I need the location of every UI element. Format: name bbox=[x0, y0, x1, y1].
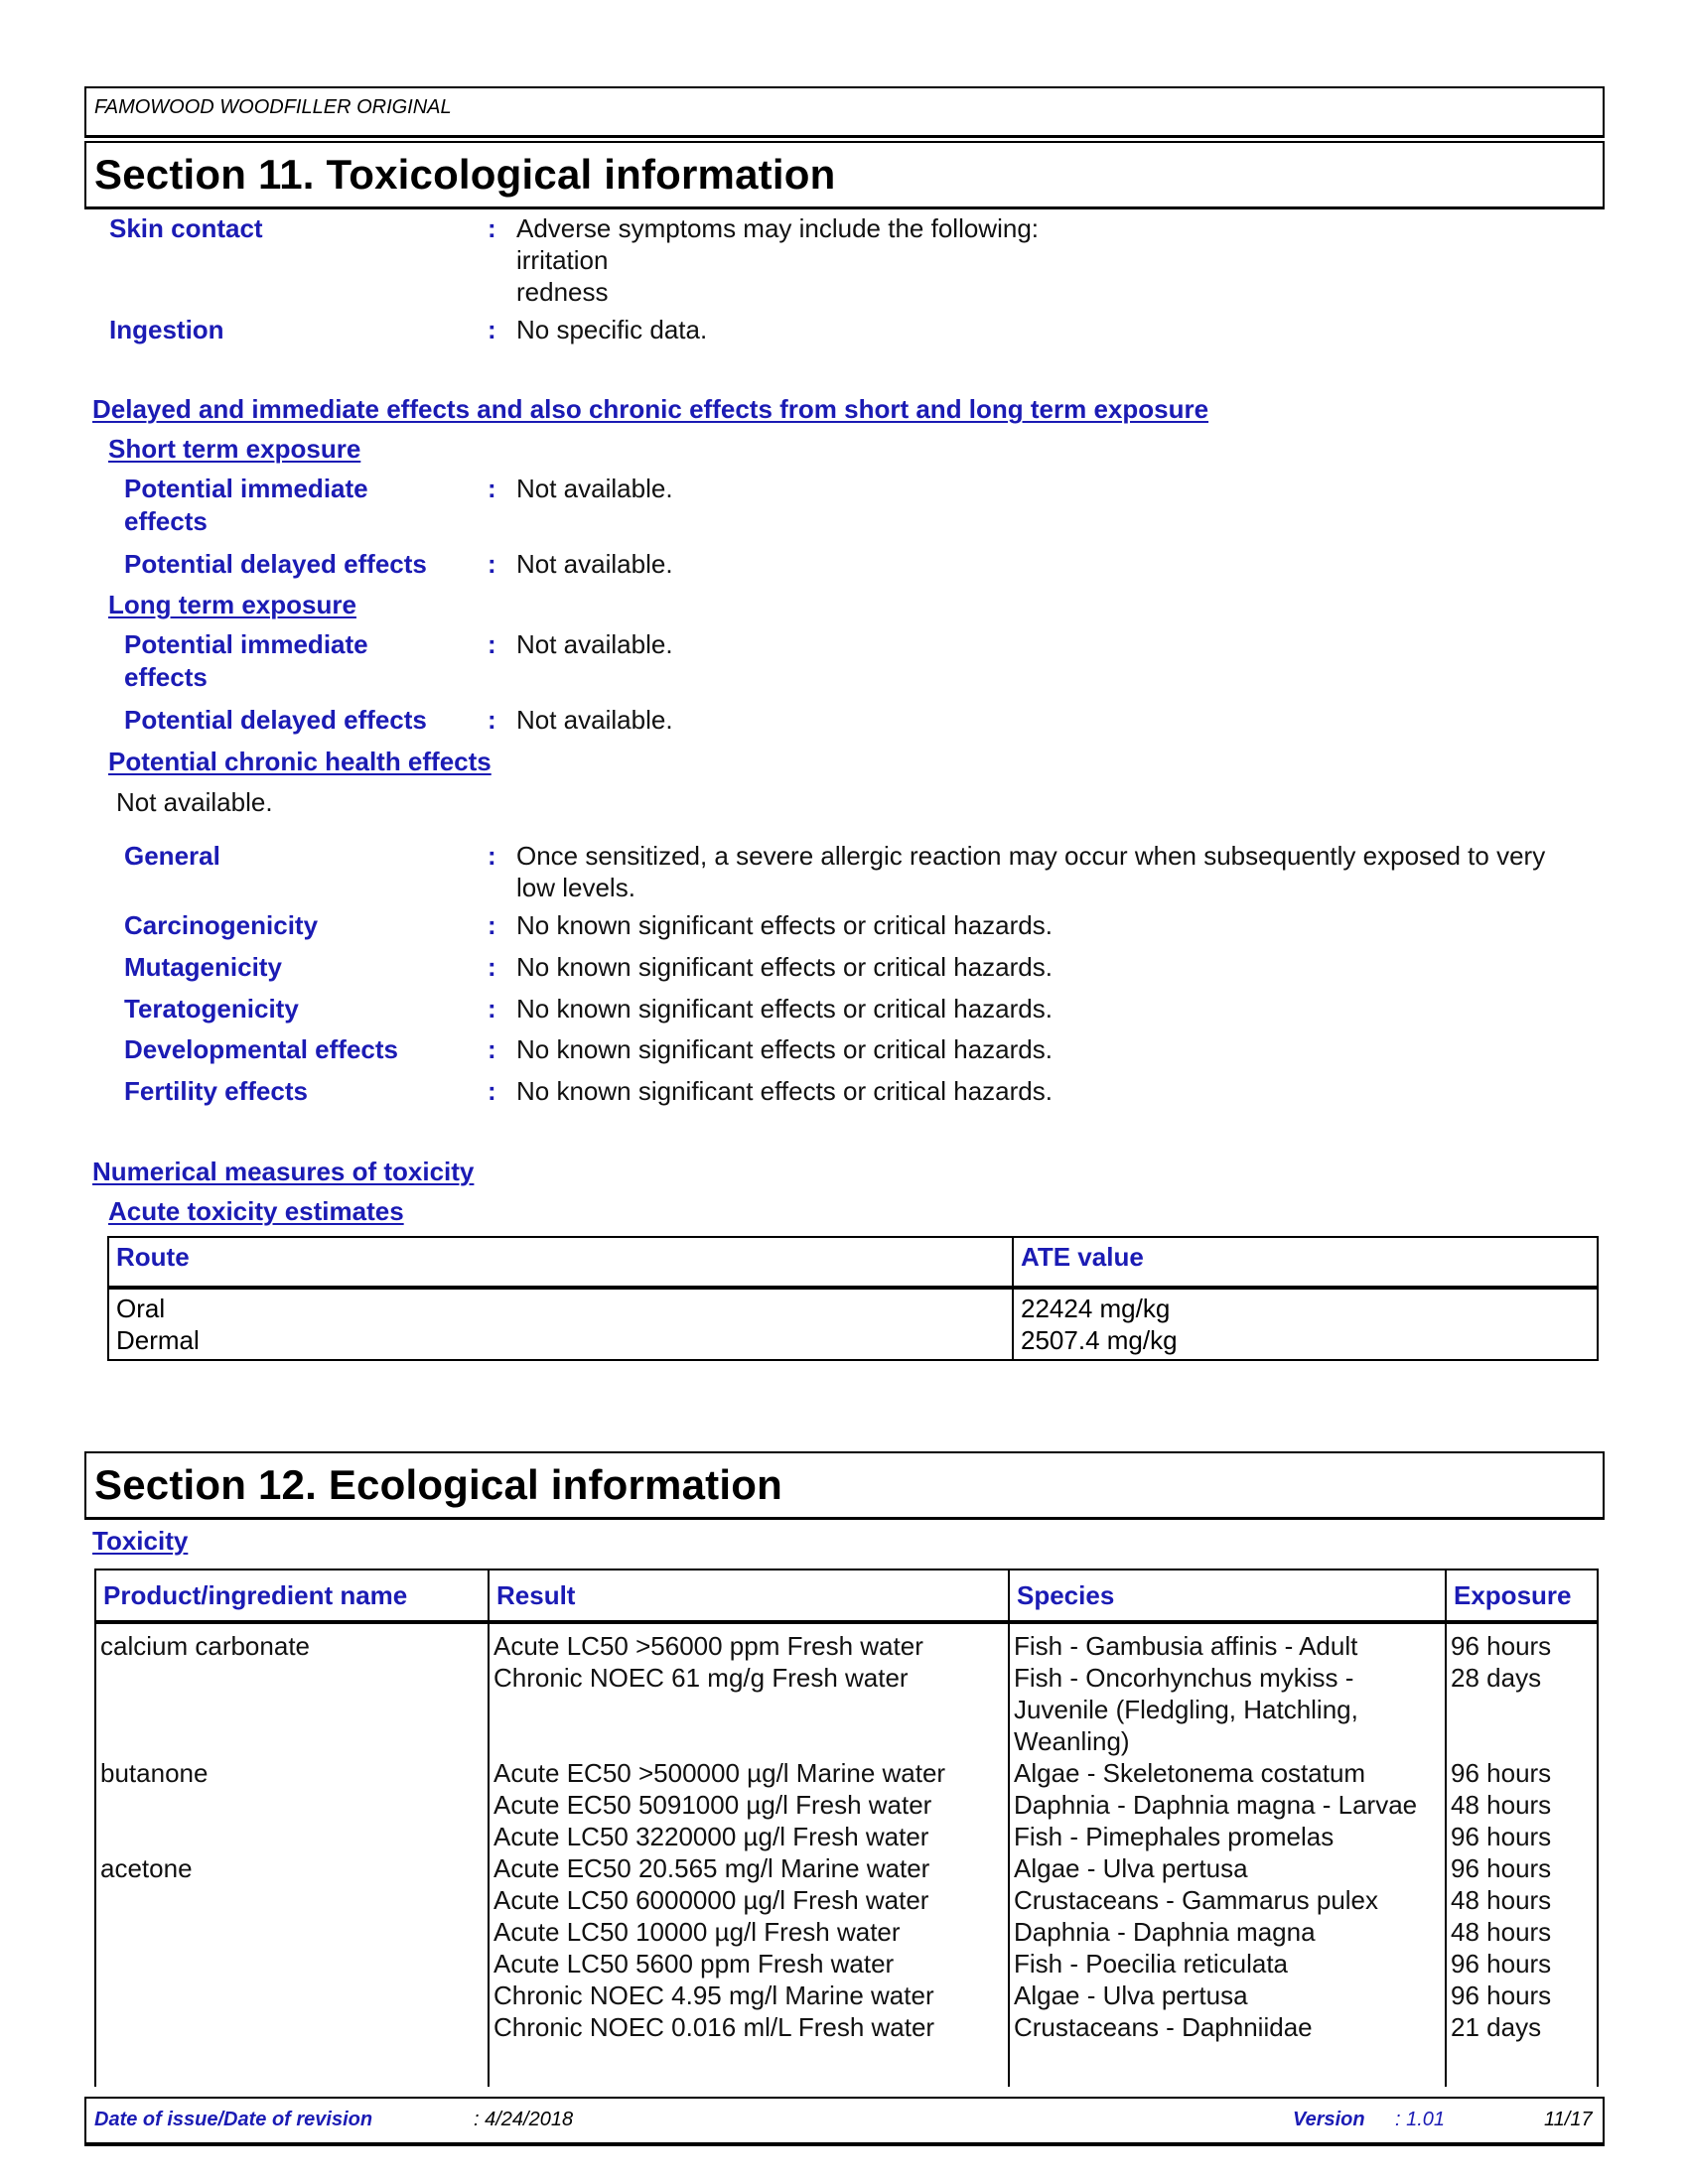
long-term-immediate-label: Potential immediate effects bbox=[124, 629, 368, 692]
mutagenicity-value: No known significant effects or critical hazards. bbox=[516, 952, 1053, 982]
skin-contact-line: Adverse symptoms may include the following: bbox=[516, 213, 1040, 243]
section-11-title-box bbox=[84, 141, 1605, 209]
result: Acute EC50 20.565 mg/l Marine water bbox=[489, 1852, 1009, 1884]
exposure: 48 hours bbox=[1446, 1916, 1598, 1948]
ate-routes bbox=[108, 1288, 1013, 1360]
exposure: 48 hours bbox=[1446, 1884, 1598, 1916]
colon: : bbox=[488, 1076, 496, 1106]
table-row bbox=[108, 1288, 1598, 1360]
result: Acute LC50 5600 ppm Fresh water bbox=[489, 1948, 1009, 1979]
table-row bbox=[95, 2011, 1598, 2087]
general-label: General bbox=[124, 841, 220, 871]
table-row bbox=[95, 1852, 1598, 1884]
ingestion-label: Ingestion bbox=[109, 315, 224, 344]
ingredient-name bbox=[95, 1884, 489, 1916]
document-header bbox=[84, 86, 1605, 138]
skin-contact-value bbox=[516, 212, 1039, 308]
eco-header-species: Species bbox=[1009, 1570, 1446, 1622]
section-12-title-box bbox=[84, 1451, 1605, 1520]
exposure: 96 hours bbox=[1446, 1852, 1598, 1884]
result: Chronic NOEC 61 mg/g Fresh water bbox=[489, 1662, 1009, 1757]
ecotoxicity-table bbox=[94, 1569, 1599, 2087]
ate-header-route: Route bbox=[108, 1237, 1013, 1288]
result: Chronic NOEC 4.95 mg/l Marine water bbox=[489, 1979, 1009, 2011]
exposure: 48 hours bbox=[1446, 1789, 1598, 1821]
skin-contact-line: irritation bbox=[516, 245, 609, 275]
ingestion-value: No specific data. bbox=[516, 315, 708, 344]
species: Algae - Skeletonema costatum bbox=[1009, 1757, 1446, 1789]
species: Daphnia - Daphnia magna - Larvae bbox=[1009, 1789, 1446, 1821]
long-term-delayed-value: Not available. bbox=[516, 705, 673, 735]
ate-value: 22424 mg/kg bbox=[1021, 1294, 1171, 1323]
eco-header-name: Product/ingredient name bbox=[95, 1570, 489, 1622]
result: Acute LC50 6000000 µg/l Fresh water bbox=[489, 1884, 1009, 1916]
section-11-title: Section 11. Toxicological information bbox=[94, 151, 836, 198]
result: Acute LC50 10000 µg/l Fresh water bbox=[489, 1916, 1009, 1948]
fertility-effects-label: Fertility effects bbox=[124, 1076, 308, 1106]
table-row bbox=[95, 1757, 1598, 1789]
eco-header-exposure: Exposure bbox=[1446, 1570, 1598, 1622]
species: Daphnia - Daphnia magna bbox=[1009, 1916, 1446, 1948]
ingredient-name bbox=[95, 1979, 489, 2011]
table-row bbox=[95, 1789, 1598, 1821]
exposure: 28 days bbox=[1446, 1662, 1598, 1757]
version-label: Version bbox=[1293, 2109, 1365, 2130]
ate-route: Dermal bbox=[116, 1325, 200, 1355]
ingredient-name: acetone bbox=[95, 1852, 489, 1884]
result: Acute LC50 >56000 ppm Fresh water bbox=[489, 1622, 1009, 1662]
exposure: 96 hours bbox=[1446, 1948, 1598, 1979]
table-row bbox=[95, 1916, 1598, 1948]
colon: : bbox=[488, 474, 496, 503]
colon: : bbox=[488, 994, 496, 1024]
ingredient-name bbox=[95, 1821, 489, 1852]
table-row bbox=[95, 1821, 1598, 1852]
colon: : bbox=[488, 841, 496, 871]
acute-toxicity-estimates-heading: Acute toxicity estimates bbox=[108, 1196, 404, 1226]
colon: : bbox=[488, 213, 496, 243]
ate-header-value: ATE value bbox=[1013, 1237, 1598, 1288]
date-label: Date of issue/Date of revision bbox=[94, 2109, 373, 2130]
ate-table bbox=[107, 1236, 1599, 1361]
long-term-heading: Long term exposure bbox=[108, 590, 356, 619]
carcinogenicity-value: No known significant effects or critical hazards. bbox=[516, 910, 1053, 940]
product-name: FAMOWOOD WOODFILLER ORIGINAL bbox=[94, 96, 452, 118]
colon: : bbox=[488, 315, 496, 344]
ingredient-name bbox=[95, 1789, 489, 1821]
developmental-effects-label: Developmental effects bbox=[124, 1034, 398, 1064]
result: Chronic NOEC 0.016 ml/L Fresh water bbox=[489, 2011, 1009, 2087]
table-row bbox=[95, 1948, 1598, 1979]
short-term-delayed-label: Potential delayed effects bbox=[124, 549, 427, 579]
delayed-effects-heading: Delayed and immediate effects and also chronic effects from short and long term exposure bbox=[92, 394, 1209, 424]
ingredient-name bbox=[95, 1916, 489, 1948]
long-term-immediate-value: Not available. bbox=[516, 629, 673, 659]
ate-value: 2507.4 mg/kg bbox=[1021, 1325, 1178, 1355]
ingredient-name bbox=[95, 2011, 489, 2087]
short-term-delayed-value: Not available. bbox=[516, 549, 673, 579]
toxicity-heading: Toxicity bbox=[92, 1526, 189, 1556]
eco-header-result: Result bbox=[489, 1570, 1009, 1622]
carcinogenicity-label: Carcinogenicity bbox=[124, 910, 319, 940]
mutagenicity-label: Mutagenicity bbox=[124, 952, 282, 982]
chronic-effects-heading: Potential chronic health effects bbox=[108, 747, 492, 776]
result: Acute LC50 3220000 µg/l Fresh water bbox=[489, 1821, 1009, 1852]
table-row bbox=[95, 1979, 1598, 2011]
colon: : bbox=[488, 910, 496, 940]
document-footer bbox=[84, 2097, 1605, 2146]
short-term-immediate-label: Potential immediate effects bbox=[124, 474, 368, 536]
species: Algae - Ulva pertusa bbox=[1009, 1979, 1446, 2011]
result: Acute EC50 5091000 µg/l Fresh water bbox=[489, 1789, 1009, 1821]
table-row bbox=[95, 1884, 1598, 1916]
date-value: : 4/24/2018 bbox=[474, 2109, 574, 2130]
colon: : bbox=[488, 705, 496, 735]
numerical-measures-heading: Numerical measures of toxicity bbox=[92, 1157, 475, 1186]
colon: : bbox=[488, 952, 496, 982]
exposure: 96 hours bbox=[1446, 1622, 1598, 1662]
exposure: 96 hours bbox=[1446, 1757, 1598, 1789]
species: Fish - Gambusia affinis - Adult bbox=[1009, 1622, 1446, 1662]
ate-values bbox=[1013, 1288, 1598, 1360]
page-number: 11/17 bbox=[1544, 2109, 1593, 2130]
version-value: : 1.01 bbox=[1395, 2109, 1446, 2130]
chronic-effects-value: Not available. bbox=[116, 787, 273, 817]
species: Crustaceans - Daphniidae bbox=[1009, 2011, 1446, 2087]
colon: : bbox=[488, 549, 496, 579]
fertility-effects-value: No known significant effects or critical hazards. bbox=[516, 1076, 1053, 1106]
ingredient-name bbox=[95, 1948, 489, 1979]
skin-contact-label: Skin contact bbox=[109, 213, 263, 243]
ate-route: Oral bbox=[116, 1294, 166, 1323]
colon: : bbox=[488, 629, 496, 659]
exposure: 21 days bbox=[1446, 2011, 1598, 2087]
exposure: 96 hours bbox=[1446, 1979, 1598, 2011]
ingredient-name: butanone bbox=[95, 1757, 489, 1789]
teratogenicity-label: Teratogenicity bbox=[124, 994, 299, 1024]
ingredient-name: calcium carbonate bbox=[95, 1622, 489, 1662]
short-term-heading: Short term exposure bbox=[108, 434, 361, 464]
long-term-delayed-label: Potential delayed effects bbox=[124, 705, 427, 735]
table-row bbox=[95, 1662, 1598, 1757]
skin-contact-line: redness bbox=[516, 277, 609, 307]
ingredient-name bbox=[95, 1662, 489, 1757]
colon: : bbox=[488, 1034, 496, 1064]
general-value: Once sensitized, a severe allergic reaction may occur when subsequently exposed to very low levels. bbox=[516, 841, 1546, 902]
species: Crustaceans - Gammarus pulex bbox=[1009, 1884, 1446, 1916]
table-row bbox=[95, 1622, 1598, 1662]
developmental-effects-value: No known significant effects or critical hazards. bbox=[516, 1034, 1053, 1064]
section-12-title: Section 12. Ecological information bbox=[94, 1461, 782, 1508]
species: Algae - Ulva pertusa bbox=[1009, 1852, 1446, 1884]
species: Fish - Oncorhynchus mykiss - Juvenile (Fledgling, Hatchling, Weanling) bbox=[1009, 1662, 1446, 1757]
species: Fish - Pimephales promelas bbox=[1009, 1821, 1446, 1852]
species: Fish - Poecilia reticulata bbox=[1009, 1948, 1446, 1979]
result: Acute EC50 >500000 µg/l Marine water bbox=[489, 1757, 1009, 1789]
exposure: 96 hours bbox=[1446, 1821, 1598, 1852]
short-term-immediate-value: Not available. bbox=[516, 474, 673, 503]
teratogenicity-value: No known significant effects or critical hazards. bbox=[516, 994, 1053, 1024]
